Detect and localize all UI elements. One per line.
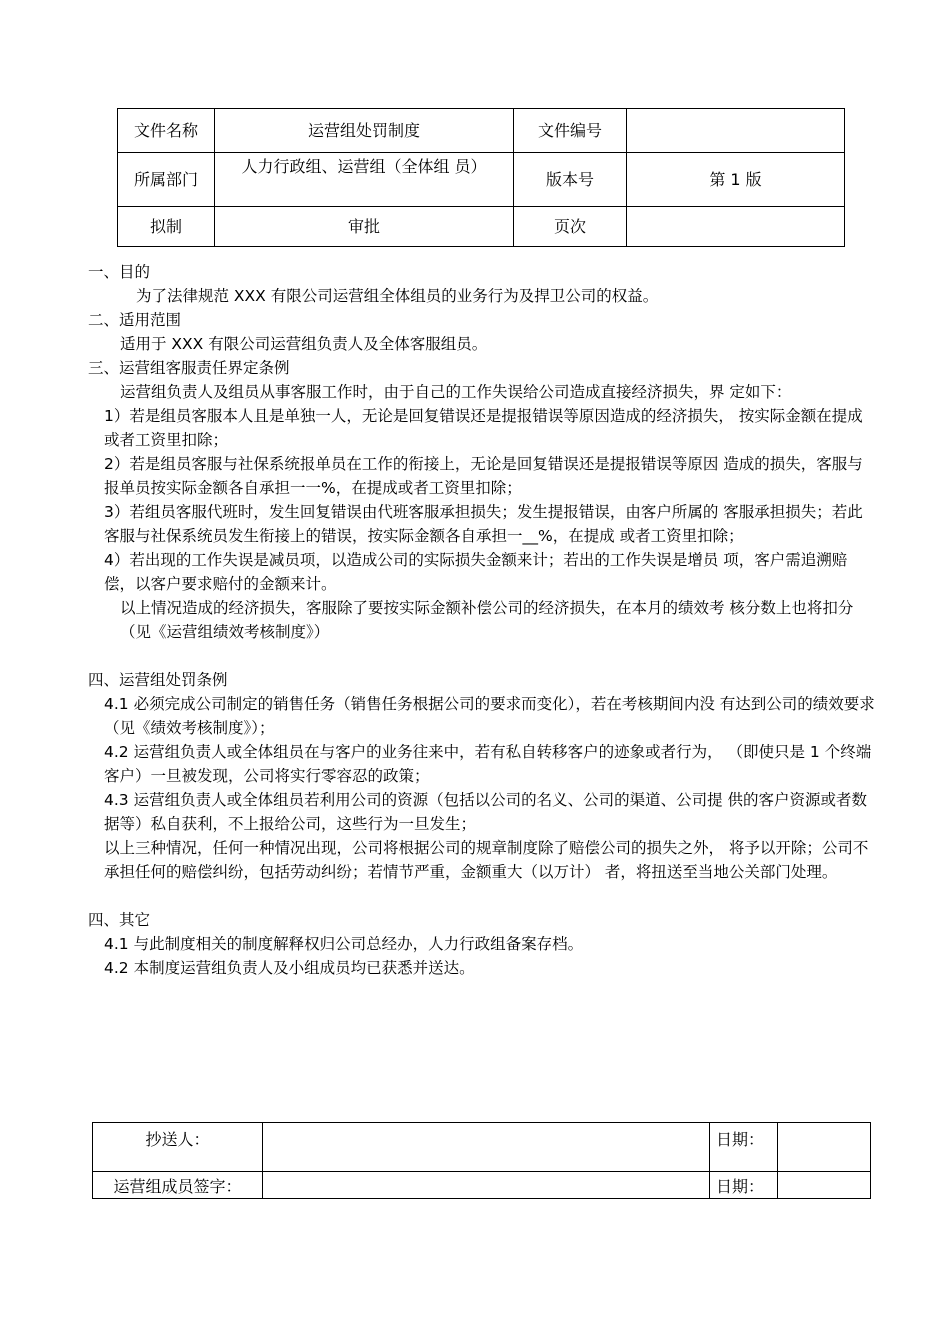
paragraph: 4.2 本制度运营组负责人及小组成员均已获悉并送达。 (104, 959, 475, 977)
date-label: 日期： (710, 1123, 778, 1172)
version-label: 版本号 (514, 153, 627, 207)
file-number-value (627, 109, 845, 153)
paragraph: 以上三种情况，任何一种情况出现，公司将根据公司的规章制度除了赔偿公司的损失之外， 将予以开除；公司不承担任何的赔偿纠纷，包括劳动纠纷；若情节严重，金额重大（以万计） 者，将扭送至当地公关部门处理。 (104, 839, 869, 881)
document-info-table (117, 108, 845, 247)
spacer (88, 884, 878, 908)
cc-field[interactable] (263, 1123, 710, 1172)
paragraph: 为了法律规范 XXX 有限公司运营组全体组员的业务行为及捍卫公司的权益。 (136, 287, 659, 305)
paragraph: 4.1 必须完成公司制定的销售任务（销售任务根据公司的要求而变化），若在考核期间内没 有达到公司的绩效要求（见《绩效考核制度》）； (104, 695, 875, 737)
section-heading: 二、适用范围 (88, 311, 182, 329)
table-row (118, 109, 845, 153)
department-value: 人力行政组、运营组（全体组 员） (215, 153, 514, 207)
approval-label: 审批 (215, 207, 514, 247)
section-heading: 四、运营组处罚条例 (88, 671, 228, 689)
table-row (118, 153, 845, 207)
section-heading: 一、目的 (88, 263, 151, 281)
section-heading: 三、运营组客服责任界定条例 (88, 359, 290, 377)
page-value (627, 207, 845, 247)
document-body (88, 260, 878, 980)
member-signature-field[interactable] (263, 1172, 710, 1199)
paragraph: 适用于 XXX 有限公司运营组负责人及全体客服组员。 (120, 335, 488, 353)
date-field[interactable] (778, 1172, 871, 1199)
date-field[interactable] (778, 1123, 871, 1172)
paragraph: 3）若组员客服代班时，发生回复错误由代班客服承担损失；发生提报错误，由客户所属的 客服承担损失；若此客服与社保系统员发生衔接上的错误，按实际金额各自承担一__%，在提成 或者工资里扣除； (104, 503, 863, 545)
table-row (93, 1123, 871, 1172)
drafter-label: 拟制 (118, 207, 215, 247)
cc-label: 抄送人： (93, 1123, 263, 1172)
paragraph: 4）若出现的工作失误是减员项，以造成公司的实际损失金额来计；若出的工作失误是增员 项，客户需追溯赔偿，以客户要求赔付的金额来计。 (104, 551, 848, 593)
paragraph: 4.3 运营组负责人或全体组员若利用公司的资源（包括以公司的名义、公司的渠道、公司提 供的客户资源或者数据等）私自获利，不上报给公司，这些行为一旦发生； (104, 791, 868, 833)
department-label: 所属部门 (118, 153, 215, 207)
signature-table (92, 1122, 871, 1199)
paragraph: 2）若是组员客服与社保系统报单员在工作的衔接上，无论是回复错误还是提报错误等原因 造成的损失，客服与报单员按实际金额各自承担一一%，在提成或者工资里扣除； (104, 455, 863, 497)
paragraph: 1）若是组员客服本人且是单独一人，无论是回复错误还是提报错误等原因造成的经济损失， 按实际金额在提成或者工资里扣除； (104, 407, 863, 449)
paragraph: 4.1 与此制度相关的制度解释权归公司总经办，人力行政组备案存档。 (104, 935, 584, 953)
file-number-label: 文件编号 (514, 109, 627, 153)
file-name-value: 运营组处罚制度 (215, 109, 514, 153)
date-label: 日期： (710, 1172, 778, 1199)
paragraph: 4.2 运营组负责人或全体组员在与客户的业务往来中，若有私自转移客户的迹象或者行为， （即使只是 1 个终端客户）一旦被发现，公司将实行零容忍的政策； (104, 743, 872, 785)
file-name-label: 文件名称 (118, 109, 215, 153)
version-value: 第 1 版 (627, 153, 845, 207)
table-row (118, 207, 845, 247)
section-heading: 四、其它 (88, 911, 151, 929)
paragraph: 运营组负责人及组员从事客服工作时，由于自己的工作失误给公司造成直接经济损失，界 定如下： (120, 383, 792, 401)
member-signature-label: 运营组成员签字： (93, 1172, 263, 1199)
paragraph: 以上情况造成的经济损失，客服除了要按实际金额补偿公司的经济损失，在本月的绩效考 核分数上也将扣分（见《运营组绩效考核制度》） (120, 599, 854, 641)
page-label: 页次 (514, 207, 627, 247)
table-row (93, 1172, 871, 1199)
spacer (88, 644, 878, 668)
